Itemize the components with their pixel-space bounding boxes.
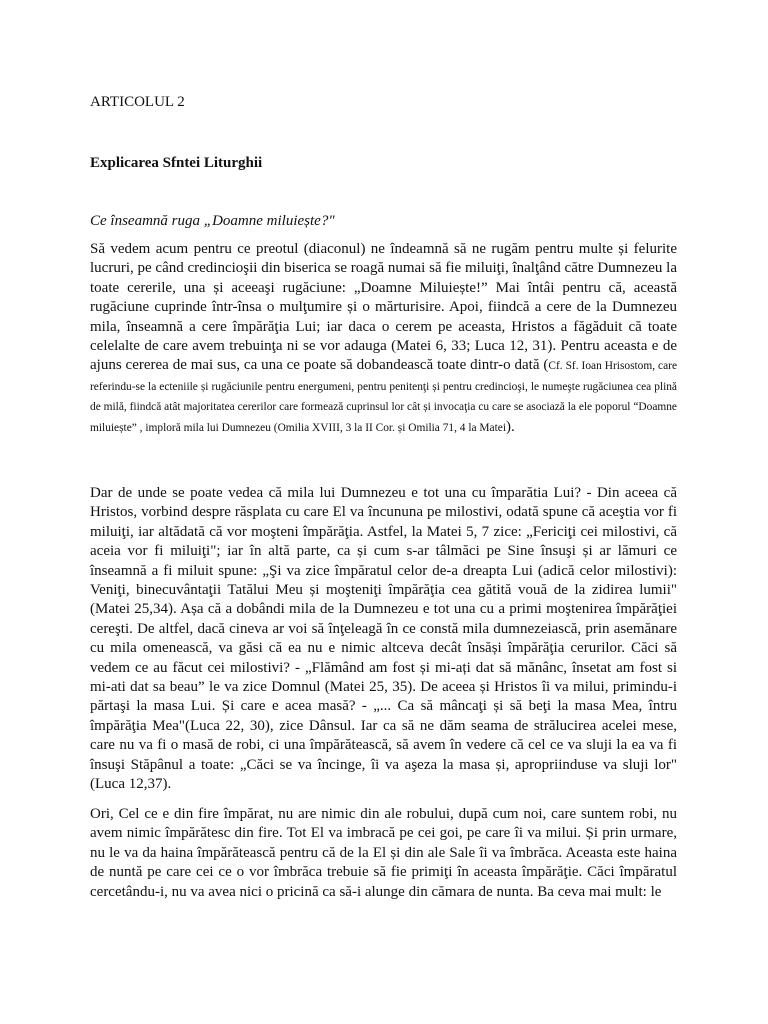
footnote-citation: Cf. Sf. Ioan Hrisostom, care referindu-se la ecteniile și rugăciunile pentru energumeni, pentru penitenţi și pentru credincioşi, le numeşte rugăciunea cea plină de milă, fiindcă atât majoritatea cererilor care formează cuprinsul lor cât și invocaţia cu care se asociază la ele poporul “Doamne miluiește” , imploră mila lui Dumnezeu (Omilia XVIII, 3 la II Cor. și Omilia 71, 4 la Matei xyxy=(90,360,678,434)
paragraph-1-closing: ). xyxy=(505,418,515,435)
article-label: ARTICOLUL 2 xyxy=(90,94,185,110)
paragraph-2: Dar de unde se poate vedea că mila lui Dumnezeu e tot una cu împarătia Lui? - Din aceea că Hristos, vorbind despre răsplata cu care El va încununa pe milostivi, odată spune că aceştia vor fi miluiţi, iar altădată că vor moşteni împărăţia. Astfel, la Matei 5, 7 zice: „Fericiţi cei milostivi, că aceia vor fi miluiţi"; iar în altă parte, ca și cum s-ar tâlmăci pe Sine însuşi și ar lămuri ce înseamnă a fi miluit spune: „Şi va zice împăratul celor de-a dreapta Lui (adică celor milostivi): Veniţi, binecuvântaţii Tatălui Meu și moşteniţi împărăţia cea gătită vouă de la zidirea lumii" (Matei 25,34). Așa că a dobândi mila de la Dumnezeu e tot una cu a primi moştenirea împărăţiei cereşti. De altfel, dacă cineva ar voi să înţeleagă în ce constă mila dumnezeiască, prin asemănare cu mila omenească, va găsi că ea nu e nimic altceva decât însăși împărăţia cerurilor. Căci să vedem ce au făcut cei milostivi? - „Flămând am fost și mi-ați dat să mănânc, însetat am fost si mi-ati dat sa beau” le va zice Domnul (Matei 25, 35). De aceea și Hristos îi va milui, primindu-i părtaşi la masa Lui. Și care e acea masă? - „... Ca să mâncaţi și să beţi la masa Mea, întru împărăţia Mea"(Luca 22, 30), zice Dânsul. Iar ca să ne dăm seama de strălucirea acelei mese, care nu va fi o masă de robi, ci una împărătească, să avem în vedere că cel ce va sluji la ea va fi însuşi Stăpânul a toate: „Căci se va încinge, îi va aşeza la masa și, apropriinduse va sluji lor" (Luca 12,37). xyxy=(90,485,677,793)
section-title: Explicarea Sfntei Liturghii xyxy=(90,155,263,171)
paragraph-3: Ori, Cel ce e din fire împărat, nu are nimic din ale robului, după cum noi, care suntem robi, nu avem nimic împărătesc din fire. Tot El va imbracă pe cei goi, pe care îi va milui. Și prin urmare, nu le va da haina împărătească pentru că de la El și din ale Sale îi va îmbrăca. Aceasta este haina de nuntă pe care cei ce o vor îmbrăca trebuie să fie primiţi în aceasta împărăţie. Căci împăratul cercetându-i, nu va avea nici o pricină ca să-i alunge din cămara de nunta. Ba ceva mai mult: le xyxy=(90,806,677,900)
paragraph-1 xyxy=(90,240,677,438)
question-heading: Ce înseamnă ruga „Doamne miluiește?" xyxy=(90,213,335,229)
paragraph-1-text: Să vedem acum pentru ce preotul (diaconul) ne îndeamnă să ne rugăm pentru multe și felurite lucruri, pe când credincioşii din biserica se roagă numai să fie miluiţi, înalţând către Dumnezeu la toate cererile, una și aceeaşi rugăciune: „Doamne Miluiește!” Mai întâi pentru că, această rugăciune cuprinde într-însa o mulţumire și o mărturisire. Apoi, fiindcă a cere de la Dumnezeu mila, înseamnă a cere împărăţia Lui; iar daca o cerem pe aceasta, Hristos a făgăduit că toate celelalte de care avem trebuinţa ni se vor adauga (Matei 6, 33; Luca 12, 31). Pentru aceasta e de ajuns cererea de mai sus, ca una ce poate să dobandească toate dintr-o dată ( xyxy=(90,241,677,374)
